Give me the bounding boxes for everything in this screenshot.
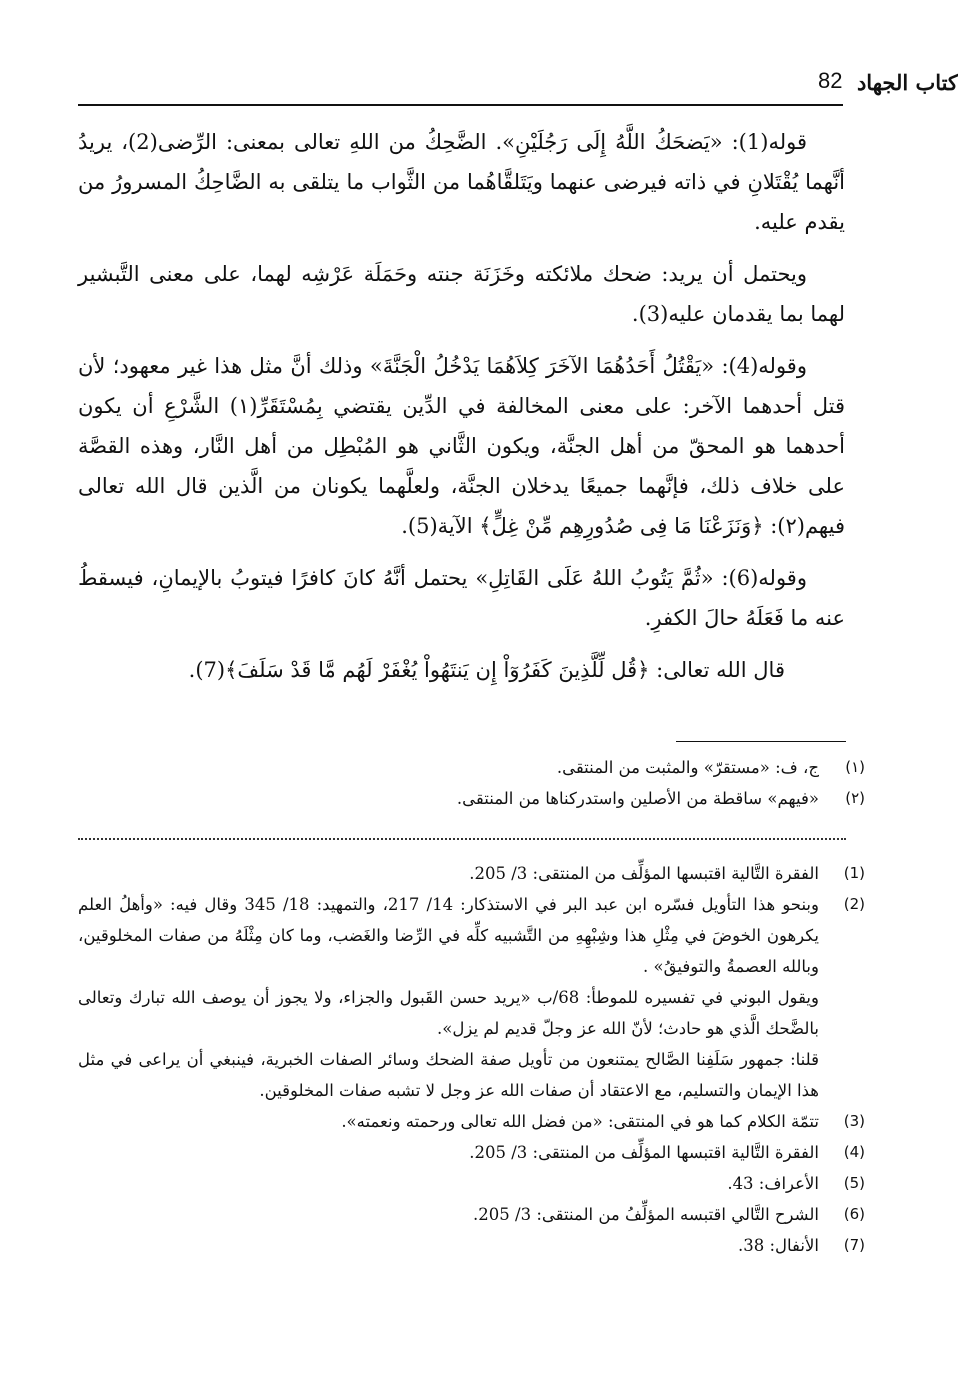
paragraph-1: قوله(1): «يَضحَكُ اللَّهُ إِلَى رَجُلَيْنِ». الضَّحِكُ من اللهِ تعالى بمعنى: الرِّضى(2)، يريدُ أنَّهما يُقْتَلانِ في ذاته فيرضى عنهما ويَتَلقَّاهُما من الثَّواب ما يتلقى به الضَّاحِكُ المسرورُ من يقدم عليه. <box>78 130 845 234</box>
footnote-continuation: ويقول البوني في تفسيره للموطأ: 68/ب «يريد حسن القَبول والجزاء، ولا يجوز أن يوصف الله تبارك وتعالى بالضَّحك الَّذي هو حادث؛ لأنّ الله عز وجلّ قديم لم يزل». <box>78 988 819 1038</box>
footnote <box>78 1137 865 1168</box>
note-number: (١) <box>845 758 865 776</box>
footnote <box>78 858 865 889</box>
footnote-number: (6) <box>843 1205 865 1223</box>
quran-verse: قال الله تعالى: ﴿قُل لِّلَّذِينَ كَفَرُوٓاْ إِن يَنتَهُواْ يُغْفَرْ لَهُم مَّا قَدْ سَلَفَ﴾(7). <box>188 658 785 682</box>
footnote <box>78 1230 865 1261</box>
footnote-number: (3) <box>843 1112 865 1130</box>
footnote <box>78 1168 865 1199</box>
page-number: 82 <box>818 68 843 93</box>
footnote-number: (7) <box>843 1236 865 1254</box>
footnote <box>78 889 865 982</box>
footnote-text: وبنحو هذا التأويل فسّره ابن عبد البر في الاستذكار: 14/ 217، والتمهيد: 18/ 345 وقال فيه: «وأهلُ العلم يكرهون الخوضَ في مِثْلِ هذا وشِبْهِهِ من التَّشبيه كلِّه في الرِّضا والغَضب، وما كان مِثْلَهُ من صفات المخلوقين، وبالله العصمةُ والتوفيقُ» . <box>78 895 819 976</box>
footnote-rule <box>676 741 846 742</box>
note-text: «فيهم» ساقطة من الأصلين واستدركناها من المنتقى. <box>456 789 819 808</box>
paragraph-3: وقوله(4): «يَقْتُلُ أَحَدُهُمَا الآخَرَ كِلاَهُمَا يَدْخُلُ الْجَنَّةَ» وذلك أنَّ مثل هذا غير معهود؛ لأن قتل أحدهما الآخر: على معنى المخالفة في الدِّين يقتضي بِمُسْتَقَرِّ(١) الشَّرْعِ أن يكون أحدهما هو المحقّ من أهل الجنَّة، ويكون الثَّاني هو المُبْطِل من أهل النَّار، وهذه القصَّة على خلاف ذلك، فإنَّهما جميعًا يدخلان الجنَّة، ولعلَّهما يكونان من الَّذين قال الله تعالى فيهم(٢): ﴿وَنَزَعْنَا مَا فِى صُدُورِهِم مِّنْ غِلٍّ﴾ الآية(5). <box>78 354 845 538</box>
variant-note <box>78 783 865 814</box>
footnote-text: الأعراف: 43. <box>727 1174 819 1193</box>
running-title: كتاب الجهاد <box>856 70 958 95</box>
footnote-continuation: قلنا: جمهور سَلَفِنا الصَّالح يمتنعون من تأويل صفة الضحك وسائر الصفات الخبرية، فينبغي أن يراعى في مثل هذا الإيمان والتسليم، مع الاعتقاد أن صفات الله عز وجل لا تشبه صفات المخلوقين. <box>78 1050 819 1100</box>
footnote-text: تتمّة الكلام كما هو في المنتقى: «من فضل الله تعالى ورحمته ونعمته». <box>341 1112 819 1131</box>
main-text <box>78 122 845 702</box>
footnote-number: (4) <box>843 1143 865 1161</box>
footnote <box>78 1199 865 1230</box>
footnotes <box>78 858 865 1261</box>
page-header <box>78 68 958 102</box>
footnote-number: (5) <box>843 1174 865 1192</box>
footnote <box>78 1106 865 1137</box>
footnote-text: الشرح التَّالي اقتبسه المؤلِّفُ من المنتقى: 3/ 205. <box>473 1205 819 1224</box>
footnote-number: (2) <box>843 895 865 913</box>
footnote-number: (1) <box>843 864 865 882</box>
note-text: ج، ف: «مستقرّ» والمثبت من المنتقى. <box>556 758 819 777</box>
paragraph-4: وقوله(6): «ثُمَّ يَتُوبُ اللهُ عَلَى القَاتِلِ» يحتمل أنَّهُ كانَ كافرًا فيتوبُ بالإيمانِ، فيسقطُ عنه ما فَعَلَهُ حالَ الكفرِ. <box>78 566 845 630</box>
paragraph-2: ويحتمل أن يريد: ضحك ملائكته وخَزَنَة جنته وحَمَلَة عَرْشِه لهما، على معنى التَّبشير لهما بما يقدمان عليه(3). <box>78 262 845 326</box>
variant-note <box>78 752 865 783</box>
footnote-text: الأنفال: 38. <box>737 1236 819 1255</box>
variant-notes <box>78 752 865 814</box>
note-number: (٢) <box>845 789 865 807</box>
header-rule <box>78 104 843 106</box>
footnote-text: الفقرة التَّالية اقتبسها المؤلِّف من المنتقى: 3/ 205. <box>469 1143 819 1162</box>
footnote-text: الفقرة التَّالية اقتبسها المؤلِّف من المنتقى: 3/ 205. <box>469 864 819 883</box>
dotted-separator <box>78 838 846 840</box>
